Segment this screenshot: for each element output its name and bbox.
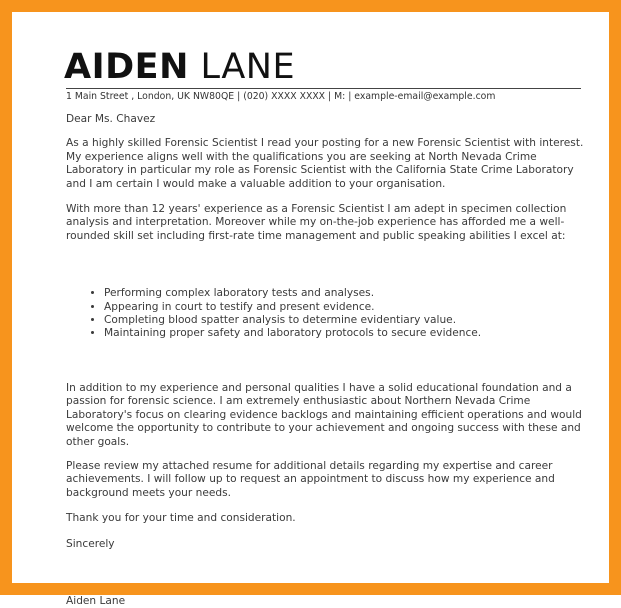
paragraph-experience: With more than 12 years' experience as a Forensic Scientist I am adept in specimen collection analysis and interpretation. Moreover while my on-the-job experience has afforded me a well-rounded skill set including first-rate time management and public speaking abilities I excel at: bbox=[66, 203, 567, 242]
first-name: AIDEN bbox=[64, 47, 189, 87]
thank-you-line: Thank you for your time and consideration. bbox=[66, 512, 296, 525]
closing: Sincerely bbox=[66, 537, 115, 550]
paragraph-education: In addition to my experience and personal qualities I have a solid educational foundation and a passion for forensic science. I am extremely enthusiastic about Northern Nevada Crime Laboratory's focus on clearing evidence backlogs and maintaining efficient operations and would welcome the opportunity to contribute to your achievement and ongoing success with these and other goals. bbox=[66, 381, 582, 448]
list-item: • Performing complex laboratory tests and analyses. bbox=[104, 287, 586, 300]
list-item: • Completing blood spatter analysis to determine evidentiary value. bbox=[104, 314, 586, 327]
applicant-name bbox=[64, 48, 586, 86]
cover-letter bbox=[66, 48, 586, 608]
paragraph-follow-up: Please review my attached resume for additional details regarding my expertise and career achievements. I will follow up to request an appointment to discuss how my experience and background meets your needs. bbox=[66, 459, 555, 499]
list-item: • Maintaining proper safety and laboratory protocols to secure evidence. bbox=[104, 327, 586, 340]
contact-line: 1 Main Street , London, UK NW80QE | (020) XXXX XXXX | M: | example-email@example.com bbox=[66, 91, 496, 102]
list-item: • Appearing in court to testify and present evidence. bbox=[104, 301, 586, 314]
paragraph-intro: As a highly skilled Forensic Scientist I read your posting for a new Forensic Scientist with interest. My experience aligns well with the qualifications you are seeking at North Nevada Crime Laboratory in particular my role as Forensic Scientist with the California State Crime Laboratory and I am certain I would make a valuable addition to your organisation. bbox=[66, 137, 584, 190]
skills-list bbox=[66, 287, 586, 341]
salutation: Dear Ms. Chavez bbox=[66, 113, 156, 125]
signature: Aiden Lane bbox=[66, 594, 126, 607]
last-name: LANE bbox=[200, 47, 296, 87]
header-divider bbox=[66, 88, 581, 89]
